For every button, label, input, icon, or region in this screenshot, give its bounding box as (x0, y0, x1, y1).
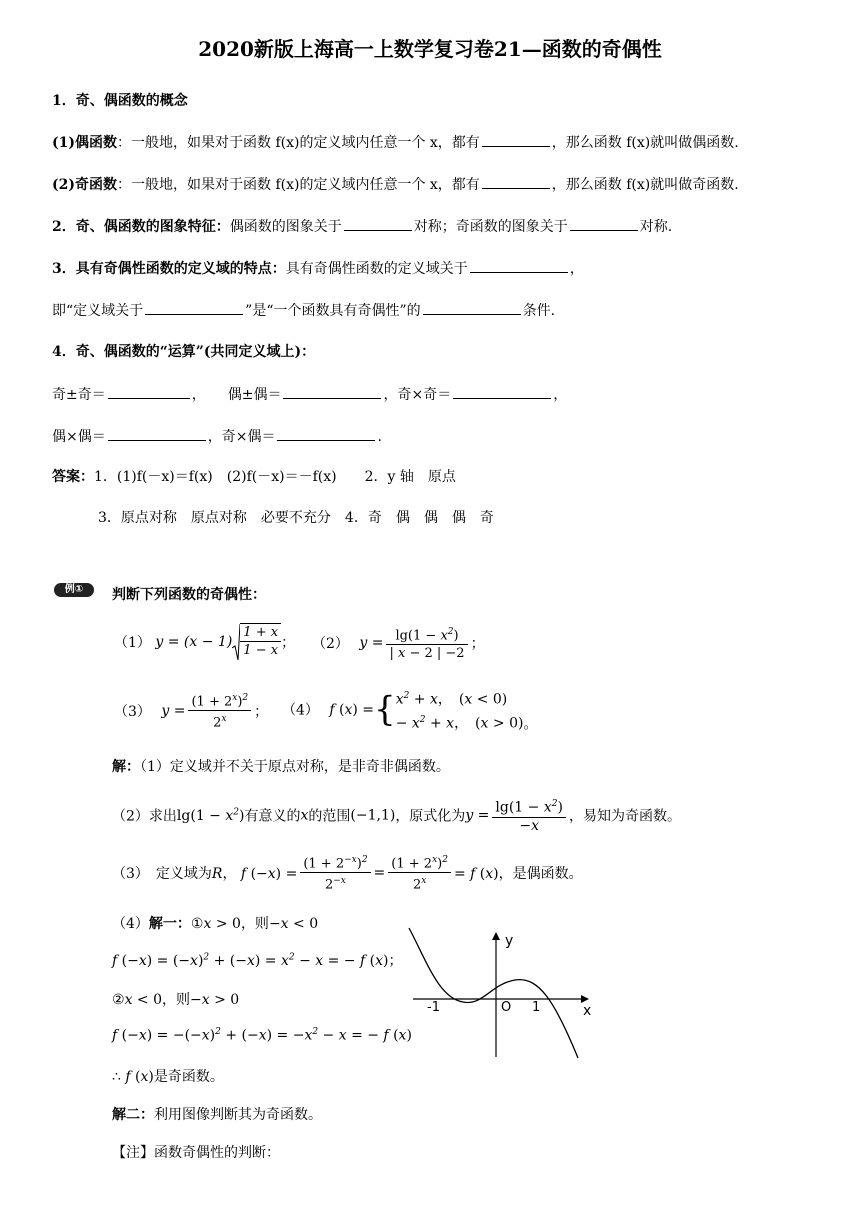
s4-l2a: 偶×偶＝ (52, 429, 106, 445)
s4-label: 4．奇、偶函数的“运算”(共同定义域上)： (52, 344, 316, 360)
s2-a: 偶函数的图象关于 (229, 219, 342, 235)
solution-4-line3: ②x < 0，则−x > 0 (112, 992, 240, 1008)
sol4c: ① (190, 916, 204, 932)
solution-4-line1: （4）解一：①x > 0，则−x < 0 (112, 916, 319, 932)
sol4b: 解一： (148, 916, 191, 932)
example-prompt: 判断下列函数的奇偶性： (112, 587, 266, 603)
origin-label: O (501, 1000, 512, 1015)
sol5-label: 解二： (112, 1107, 154, 1123)
s2-b: 对称；奇函数的图象关于 (413, 219, 568, 235)
s3-line1 (52, 257, 584, 278)
s3-blank-3 (423, 299, 521, 315)
problem-2: （2） y = $\frac{\lg(1 - x^2)}{| x - 2 | -2}$ ； (312, 624, 485, 662)
odd-label: (2)奇函数 (52, 177, 117, 193)
odd-blank (482, 173, 550, 189)
s3-label: 3．具有奇偶性函数的定义域的特点： (52, 261, 286, 277)
p4-end: 。 (523, 716, 538, 733)
even-label: (1)偶函数 (52, 135, 117, 151)
s4-line1 (52, 383, 567, 404)
even-blank (482, 131, 550, 147)
s2 (52, 215, 672, 236)
s4-l1e: ， (553, 387, 568, 403)
solution-5 (112, 1104, 322, 1124)
x-label: x (583, 1003, 592, 1019)
s2-blank-1 (344, 215, 412, 231)
s4-blank-1 (108, 383, 190, 399)
s4-blank-3 (453, 383, 551, 399)
problem-3: （3） y = $\frac{(1 + 2^x)^2}{2^x}$ ； (114, 690, 268, 732)
y-label: y (505, 933, 514, 949)
note: 【注】函数奇偶性的判断： (112, 1145, 280, 1161)
s2-blank-2 (570, 215, 638, 231)
even-text: ：一般地，如果对于函数 f(x)的定义域内任意一个 x，都有 (117, 135, 480, 151)
s1-heading: 1．奇、偶函数的概念 (52, 93, 188, 109)
solution-1 (112, 756, 450, 776)
sol3a: （3） 定义域为 (112, 865, 212, 882)
answers-line1 (52, 466, 456, 486)
s4-l1c: 偶±偶＝ (227, 387, 282, 403)
solution-4-line4: f $(-x) = -(-x)^2 + (-x) = -x^2 - x$ = − f (x) (112, 1027, 412, 1044)
s4-l2c: . (377, 429, 382, 445)
sol2e: ，易知为奇函数。 (568, 808, 681, 825)
s4-blank-4 (108, 425, 206, 441)
tick-neg1: -1 (427, 1000, 440, 1015)
sol4d: ，则 (240, 916, 269, 932)
sol2d: ，原式化为 (395, 808, 466, 825)
s4-l1a: 奇±奇＝ (52, 387, 106, 403)
s4-l1d: ，奇×奇＝ (383, 387, 452, 403)
odd-tail: ，那么函数 f(x)就叫做奇函数. (551, 177, 739, 193)
s4-l2b: ，奇×偶＝ (207, 429, 276, 445)
s3-line2 (52, 299, 555, 320)
s4-blank-2 (283, 383, 381, 399)
sol2a: （2）求出 (112, 808, 177, 825)
solution-3: （3） 定义域为R， f (−x) = $\frac{(1 + 2^{-x})^2}{2^{-x}}$ = $\frac{(1 + 2^x)^2}{2^x}$ = f (x)，是偶函数。 (112, 852, 583, 894)
p2-num: （2） (312, 636, 349, 653)
s3-blank-2 (145, 299, 243, 315)
function-graph (405, 922, 595, 1062)
s2-label: 2．奇、偶函数的图象特征： (52, 219, 230, 235)
p4-num: （4） (282, 702, 319, 719)
solution-4-line2: f $(-x) = (-x)^2 + (-x) = x^2 - x$ = − f (x)； (112, 952, 403, 969)
s4-l1b: ， (191, 387, 206, 403)
curve (409, 928, 578, 1058)
odd-text: ：一般地，如果对于函数 f(x)的定义域内任意一个 x，都有 (117, 177, 480, 193)
s3-e: 条件. (522, 303, 556, 319)
answers-1: 1．(1)f(－x)＝f(x) (2)f(－x)＝－f(x) 2．y 轴 原点 (94, 469, 456, 485)
page-title: 2020新版上海高一上数学复习卷21—函数的奇偶性 (198, 37, 662, 61)
s3-a: 具有奇偶性函数的定义域关于 (285, 261, 468, 277)
sqrt-sign: $\frac{1 + x}{1 - x}$ (232, 622, 281, 662)
s4-blank-5 (277, 425, 375, 441)
s3-d: ”是“一个函数具有奇偶性”的 (245, 303, 421, 319)
sol5-text: 利用图像判断其为奇函数。 (154, 1107, 322, 1123)
s1-even (52, 131, 739, 152)
even-tail: ，那么函数 f(x)就叫做偶函数. (551, 135, 739, 151)
solution-2: （2）求出$\lg(1 - x^2)$有意义的x的范围(−1,1)，原式化为y = $\frac{\lg(1 - x^2)}{-x}$ ，易知为奇函数。 (112, 796, 681, 835)
sol1-text: （1）定义域并不关于原点对称，是非奇非偶函数。 (140, 759, 450, 775)
problem-4: （4） f (x) ={ $x^2 + x$， (x < 0) − $x^2 + x$， (x > 0) 。 (282, 689, 538, 733)
p1-num: （1） (114, 635, 151, 651)
sol2c: 的范围 (308, 808, 351, 825)
s3-c: 即“定义域关于 (52, 303, 144, 319)
s3-b: ， (569, 261, 584, 277)
sol3b: 是偶函数。 (512, 865, 583, 882)
example-badge: 例① (54, 583, 94, 597)
s2-c: 对称. (639, 219, 673, 235)
sol4h: 是奇函数。 (153, 1069, 224, 1085)
y-arrow-icon (492, 932, 500, 940)
s3-blank-1 (470, 257, 568, 273)
sol2b: 有意义的 (244, 808, 301, 825)
sol4a: （4） (112, 916, 149, 932)
s4-line2 (52, 425, 382, 446)
solution-4-conclusion: ∴ f (x)是奇函数。 (112, 1069, 224, 1085)
tick-1: 1 (532, 1000, 541, 1015)
s1-odd (52, 173, 739, 194)
sol4g: ∴ (112, 1069, 121, 1085)
x-arrow-icon (581, 995, 589, 1003)
problem-1: （1） y = (x − 1) $\frac{1 + x}{1 - x}$ ； (114, 622, 295, 662)
answers-label: 答案： (52, 469, 94, 485)
sol-label: 解： (112, 759, 140, 775)
sol4e: ② (112, 992, 125, 1008)
p3-num: （3） (114, 703, 151, 720)
answers-line2: 3．原点对称 原点对称 必要不充分 4．奇 偶 偶 偶 奇 (98, 510, 494, 526)
sol4f: ，则 (162, 992, 191, 1008)
